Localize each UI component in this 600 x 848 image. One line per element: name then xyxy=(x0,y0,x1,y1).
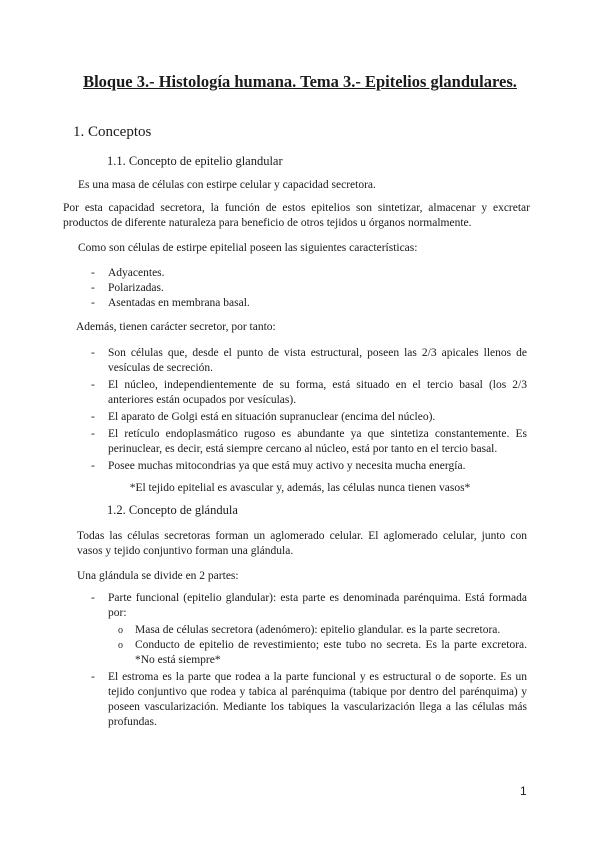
sublist-parenquima xyxy=(118,623,527,668)
list-partes-glandula xyxy=(91,591,527,730)
list-item: - El retículo endoplasmático rugoso es abundante ya que sintetiza constantemente. Es perinuclear, es decir, está siempre cercano al núcleo, está por tanto en el tercio basal. xyxy=(91,428,527,455)
list-item: - Asentadas en membrana basal. xyxy=(91,297,250,309)
list-caracteristicas xyxy=(91,266,531,311)
list-item: - El estroma es la parte que rodea a la parte funcional y es estructural o de soporte. Es un tejido conjuntivo que rodea y tabica al parénquima (tabique por dentro del parénquima) y poseen vascularización. Mediante los tabiques la vascularización llega a las células más profundas. xyxy=(91,671,527,728)
list-caracter-secretor xyxy=(91,346,527,476)
paragraph-capacidad-secretora: Por esta capacidad secretora, la función de estos epitelios son sintetizar, almacenar y excretar productos de diferente naturaleza para beneficio de otros tejidos u órganos normalmente. xyxy=(63,202,530,229)
list-item: - El núcleo, independientemente de su forma, está situado en el tercio basal (los 2/3 anteriores están ocupados por vesículas). xyxy=(91,379,527,406)
list-item: - El aparato de Golgi está en situación supranuclear (encima del núcleo). xyxy=(91,411,436,423)
paragraph-partes-intro: Una glándula se divide en 2 partes: xyxy=(77,570,239,582)
subsection-heading-epitelio-glandular: 1.1. Concepto de epitelio glandular xyxy=(107,154,283,168)
title-rest: . Tema 3.- Epitelios glandulares. xyxy=(292,72,517,91)
paragraph-caracter-secretor: Además, tienen carácter secretor, por tanto: xyxy=(76,321,276,333)
list-item: - Posee muchas mitocondrias ya que está muy activo y necesita mucha energía. xyxy=(91,460,466,472)
sublist-item: o Conducto de epitelio de revestimiento; este tubo no secreta. Es la parte excretora. *No está siempre* xyxy=(118,639,527,666)
paragraph-aglomerado: Todas las células secretoras forman un aglomerado celular. El aglomerado celular, junto con vasos y tejido conjuntivo forman una glándula. xyxy=(77,530,527,557)
subsection-heading-glandula: 1.2. Concepto de glándula xyxy=(107,503,238,517)
note-avascular: *El tejido epitelial es avascular y, además, las células nunca tienen vasos* xyxy=(129,482,471,494)
title-underlined: Bloque 3.- Histología humana xyxy=(83,72,293,91)
document-title xyxy=(0,72,600,92)
list-item: - Son células que, desde el punto de vista estructural, poseen las 2/3 apicales llenos de vesículas de secreción. xyxy=(91,347,527,374)
list-item: - Parte funcional (epitelio glandular): esta parte es denominada parénquima. Está formada por: o Masa de células secretora (adenómero): epitelio glandular. es la parte secretora. o Conducto de epitelio de revestimiento; este tubo no secreta. Es la parte excretora. *No está siempre* xyxy=(91,592,527,666)
section-heading-conceptos: 1. Conceptos xyxy=(73,124,152,140)
list-item: - Polarizadas. xyxy=(91,282,164,294)
paragraph-definicion: Es una masa de células con estirpe celular y capacidad secretora. xyxy=(78,179,376,191)
list-item: - Adyacentes. xyxy=(91,267,165,279)
page-number: 1 xyxy=(520,784,527,798)
paragraph-caracteristicas-intro: Como son células de estirpe epitelial poseen las siguientes características: xyxy=(78,242,418,254)
sublist-item: o Masa de células secretora (adenómero): epitelio glandular. es la parte secretora. xyxy=(118,624,501,636)
